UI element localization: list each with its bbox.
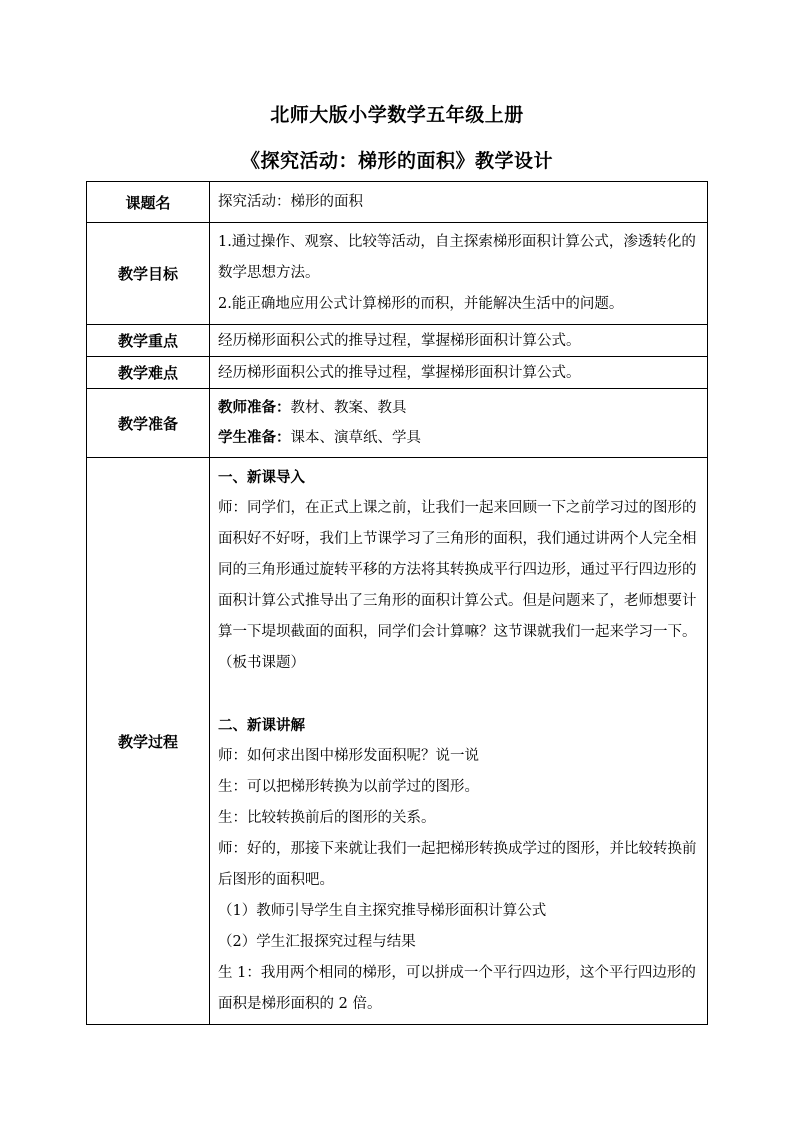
process-line: 师：好的，那接下来就让我们一起把梯形转换成学过的图形，并比较转换前后图形的面积吧。 (218, 841, 697, 888)
table-row-goals (87, 223, 708, 325)
process-line: 生 1：我用两个相同的梯形，可以拼成一个平行四边形，这个平行四边形的面积是梯形面积的 2 倍。 (218, 965, 696, 1012)
goal-line-2: 2.能正确地应用公式计算梯形的而积，并能解决生活中的问题。 (218, 296, 624, 312)
label-process: 教学过程 (87, 458, 210, 1025)
process-line: （1）教师引导学生自主探究推导梯形面积计算公式 (218, 903, 547, 919)
table-row-difficulty (87, 357, 708, 389)
table-row-process (87, 458, 708, 1025)
table-row-key (87, 325, 708, 357)
section-1-title: 一、新课导入 (218, 469, 305, 486)
value-topic: 探究活动：梯形的面积 (210, 182, 708, 223)
document-subtitle: 《探究活动：梯形的面积》教学设计 (240, 150, 553, 172)
label-topic: 课题名 (87, 182, 210, 223)
table-row-topic (87, 182, 708, 223)
blank-line (218, 679, 703, 710)
label-key: 教学重点 (87, 325, 210, 357)
section-1-text: 师：同学们，在正式上课之前，让我们一起来回顾一下之前学习过的图形的面积好不好呀，我们上节课学习了三角形的面积，我们通过讲两个人完全相同的三角形通过旋转平移的方法将其转换成平行四边形，通过平行四边形的面积计算公式推导出了三角形的面积计算公式。但是问题来了，老师想要计算一下堤坝截面的面积，同学们会计算嘛？这节课就我们一起来学习一下。（板书课题） (218, 500, 697, 671)
section-2-title: 二、新课讲解 (218, 717, 305, 734)
value-prep (210, 389, 708, 458)
process-line: 师：如何求出图中梯形发面积呢？说一说 (218, 748, 479, 764)
prep-student: 学生准备：课本、演草纸、学具 (218, 429, 421, 446)
value-goals (210, 223, 708, 325)
value-difficulty: 经历梯形面积公式的推导过程，掌握梯形面积计算公式。 (210, 357, 708, 389)
value-key: 经历梯形面积公式的推导过程，掌握梯形面积计算公式。 (210, 325, 708, 357)
lesson-plan-table (86, 181, 708, 1025)
label-prep: 教学准备 (87, 389, 210, 458)
process-line: 生：比较转换前后的图形的关系。 (218, 810, 436, 826)
document-title: 北师大版小学数学五年级上册 (270, 104, 524, 126)
process-line: 生：可以把梯形转换为以前学过的图形。 (218, 779, 479, 795)
label-goals: 教学目标 (87, 223, 210, 325)
prep-teacher: 教师准备：教材、教案、教具 (218, 399, 407, 416)
goal-line-1: 1.通过操作、观察、比较等活动，自主探索梯形面积计算公式，渗透转化的数学思想方法。 (218, 234, 696, 281)
label-difficulty: 教学难点 (87, 357, 210, 389)
table-row-prep (87, 389, 708, 458)
process-line: （2）学生汇报探究过程与结果 (218, 934, 416, 950)
value-process (210, 458, 708, 1025)
